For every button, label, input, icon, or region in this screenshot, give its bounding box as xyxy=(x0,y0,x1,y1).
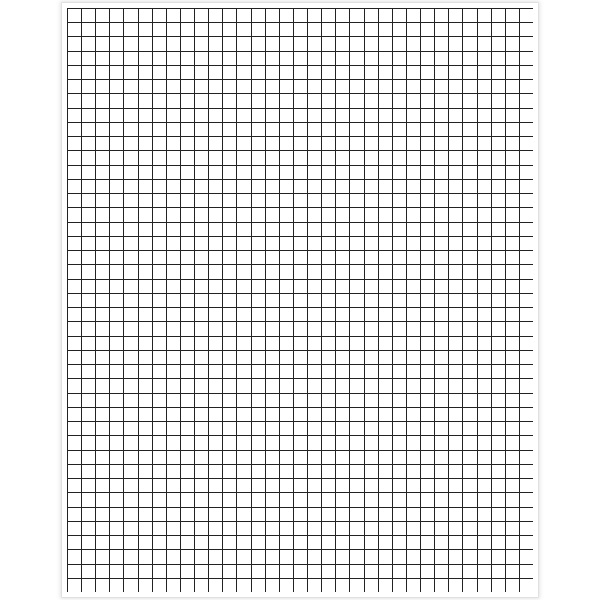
graph-paper-sheet xyxy=(62,3,538,597)
square-grid xyxy=(67,8,533,592)
